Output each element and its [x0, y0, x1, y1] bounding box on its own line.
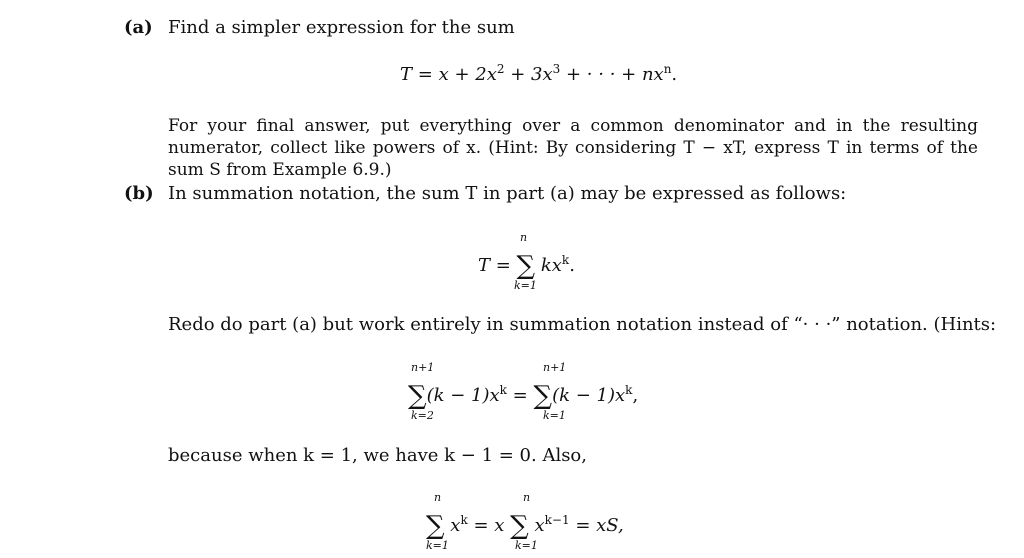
eq1-body: kx — [540, 255, 562, 276]
part-b-label: (b) — [124, 183, 154, 204]
eq-lhs: T — [400, 64, 413, 85]
sigma-symbol: ∑ — [510, 511, 529, 541]
eq-rhs-2: + 3x — [504, 64, 553, 85]
hint-equation-shift — [408, 380, 639, 411]
eq-rhs-3-exp: n — [663, 62, 672, 77]
eq2-body-right: (k − 1)x — [552, 385, 626, 406]
eq3-eq2: = xS, — [575, 515, 624, 536]
eq1-lower-limit: k=1 — [514, 279, 537, 292]
eq1-end: . — [569, 255, 575, 276]
eq2-body-left-exp: k — [499, 383, 507, 398]
sigma-symbol: ∑ — [516, 251, 536, 281]
eq-rhs-2-exp: 3 — [552, 62, 561, 77]
eq1-upper-limit: n — [520, 231, 528, 244]
eq2-lower-left: k=2 — [411, 409, 434, 422]
eq2-upper-right: n+1 — [543, 361, 567, 374]
eq2-sign: = — [512, 385, 528, 406]
eq1-body-exp: k — [561, 253, 570, 268]
part-b-prompt: In summation notation, the sum T in part (a) may be expressed as follows: — [168, 183, 847, 204]
part-a-instruction: For your final answer, put everything over a common denominator and in the resulting numerator, collect like powers of x. (Hint: By considering T − xT, express T in terms of the sum S from Example 6.9.) — [168, 116, 978, 180]
eq-rhs-3: + · · · + nx — [560, 64, 664, 85]
eq2-end: , — [632, 385, 639, 406]
sum-t-equation — [400, 62, 678, 85]
eq2-body-right-exp: k — [625, 383, 633, 398]
eq-rhs-1: x + 2x — [438, 64, 497, 85]
eq1-lhs: T = — [478, 255, 511, 276]
eq3-lower-left: k=1 — [426, 539, 449, 552]
because-text: because when k = 1, we have k − 1 = 0. Also, — [168, 445, 587, 466]
eq-end: . — [671, 64, 678, 85]
sigma-symbol: ∑ — [426, 511, 445, 541]
eq3-lower-right: k=1 — [515, 539, 538, 552]
eq2-upper-left: n+1 — [411, 361, 435, 374]
eq2-body-left: (k − 1)x — [426, 385, 500, 406]
eq3-body-left: x — [450, 515, 461, 536]
eq-rhs-1-exp: 2 — [496, 62, 505, 77]
eq-sign: = — [417, 64, 433, 85]
sum-notation-equation — [478, 250, 575, 281]
hint-equation-factor — [426, 510, 624, 541]
redo-instruction: Redo do part (a) but work entirely in summation notation instead of “· · ·” notation. (Hints: — [168, 314, 997, 335]
eq3-upper-left: n — [434, 491, 442, 504]
eq2-lower-right: k=1 — [543, 409, 566, 422]
part-a-prompt: Find a simpler expression for the sum — [168, 17, 515, 38]
eq3-upper-right: n — [523, 491, 531, 504]
part-a-label: (a) — [124, 17, 153, 38]
eq3-body-left-exp: k — [460, 513, 468, 528]
eq3-body-right-exp: k−1 — [544, 513, 570, 528]
eq3-body-right: x — [534, 515, 545, 536]
sigma-symbol: ∑ — [533, 381, 553, 411]
eq3-eq1: = x — [473, 515, 505, 536]
sigma-symbol: ∑ — [408, 381, 427, 411]
